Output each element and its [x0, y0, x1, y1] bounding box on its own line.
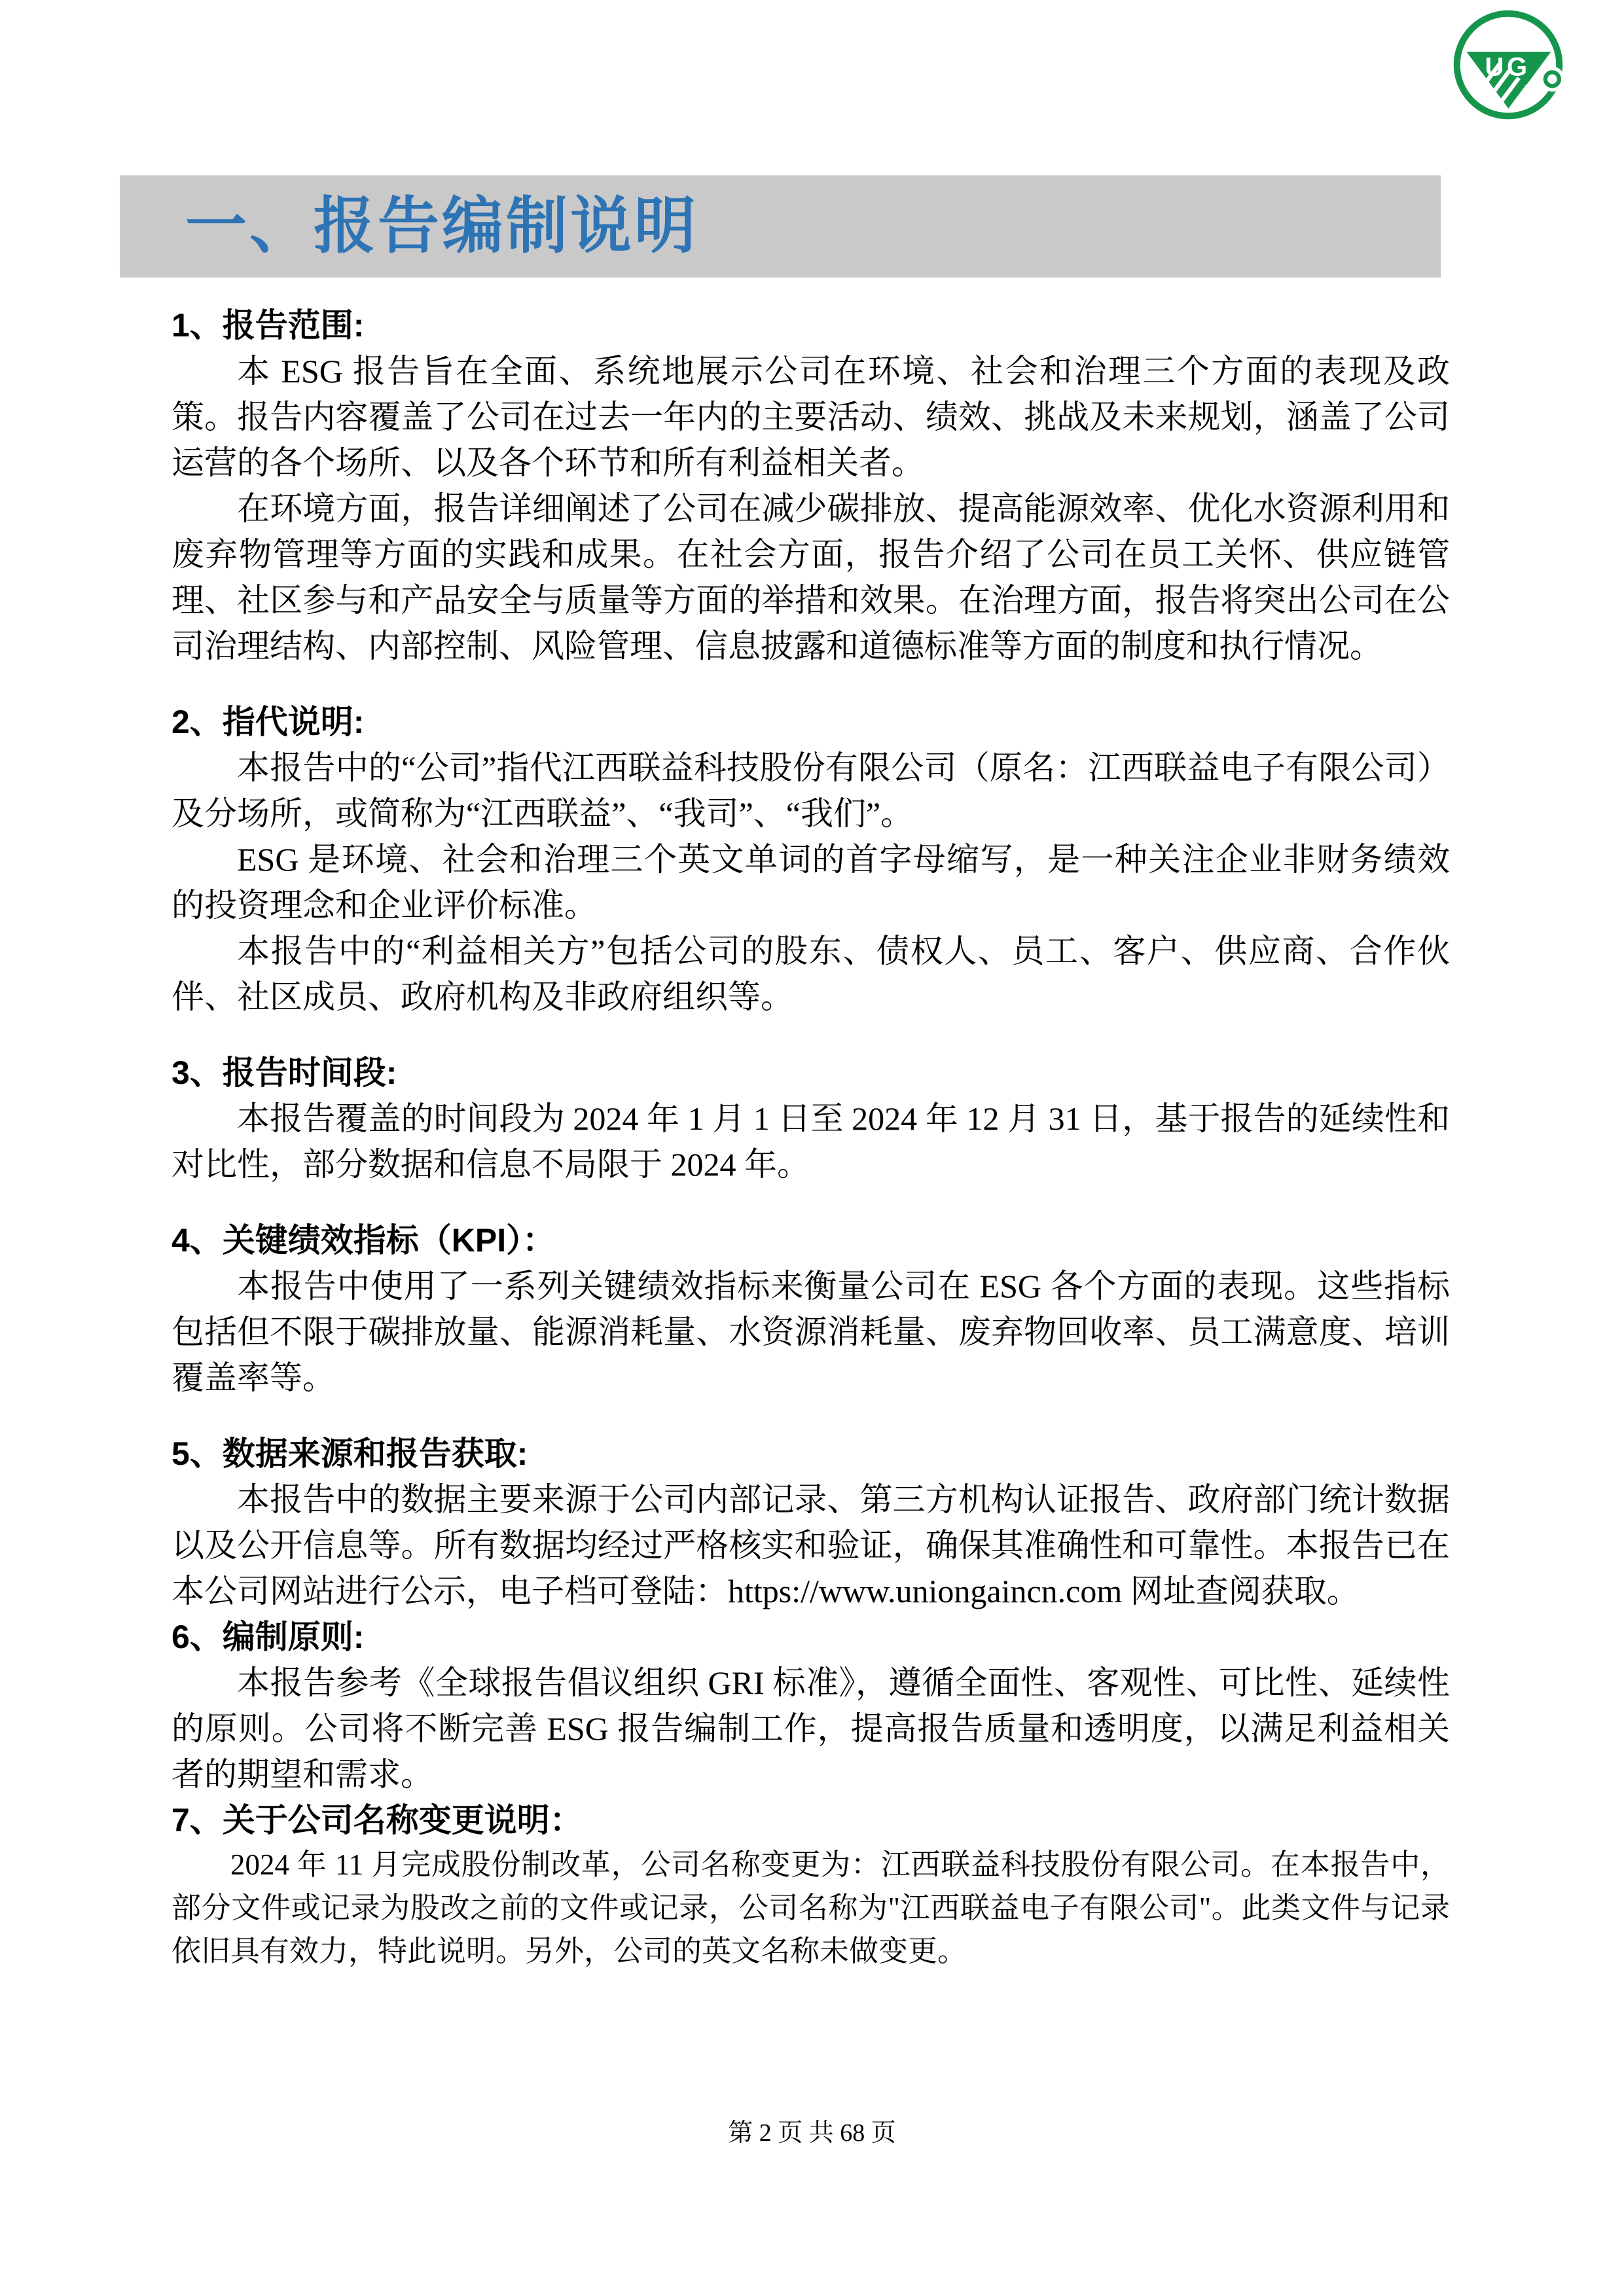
section-heading: 1、报告范围:	[171, 307, 365, 344]
section-paragraph: 在环境方面，报告详细阐述了公司在减少碳排放、提高能源效率、优化水资源利用和废弃物管理等方面的实践和成果。在社会方面，报告介绍了公司在员工关怀、供应链管理、社区参与和产品安全与质量等方面的举措和效果。在治理方面，报告将突出公司在公司治理结构、内部控制、风险管理、信息披露和道德标准等方面的制度和执行情况。	[171, 490, 1450, 664]
section-heading: 6、编制原则:	[171, 1619, 365, 1655]
page-title: 一、报告编制说明	[185, 192, 699, 260]
report-section-4	[171, 1217, 1450, 1401]
report-section-2	[171, 699, 1450, 1020]
page-number: 第 2 页 共 68 页	[728, 2119, 896, 2147]
report-section-7	[171, 1797, 1450, 1973]
section-heading: 4、关键绩效指标（KPI）：	[171, 1222, 556, 1259]
section-paragraph: 本报告中的“利益相关方”包括公司的股东、债权人、员工、客户、供应商、合作伙伴、社区成员、政府机构及非政府组织等。	[171, 933, 1450, 1015]
section-paragraph: 本报告覆盖的时间段为 2024 年 1 月 1 日至 2024 年 12 月 31 日，基于报告的延续性和对比性，部分数据和信息不局限于 2024 年。	[171, 1100, 1450, 1183]
report-url-link[interactable]: https://www.uniongaincn.com	[728, 1573, 1123, 1609]
section-heading: 2、指代说明:	[171, 704, 365, 740]
report-section-5	[171, 1431, 1450, 1614]
logo-text: UG	[1485, 52, 1530, 82]
section-title-bar	[120, 175, 1441, 278]
section-paragraph: 本报告中使用了一系列关键绩效指标来衡量公司在 ESG 各个方面的表现。这些指标包括但不限于碳排放量、能源消耗量、水资源消耗量、废弃物回收率、员工满意度、培训覆盖率等。	[171, 1268, 1450, 1396]
report-body	[171, 302, 1450, 1973]
section-paragraph: 本 ESG 报告旨在全面、系统地展示公司在环境、社会和治理三个方面的表现及政策。报告内容覆盖了公司在过去一年内的主要活动、绩效、挑战及未来规划，涵盖了公司运营的各个场所、以及各个环节和所有利益相关者。	[171, 353, 1450, 481]
company-logo-icon	[1449, 5, 1568, 124]
section-heading: 5、数据来源和报告获取:	[171, 1435, 528, 1472]
section-paragraph: 本报告参考《全球报告倡议组织 GRI 标准》，遵循全面性、客观性、可比性、延续性的原则。公司将不断完善 ESG 报告编制工作，提高报告质量和透明度，以满足利益相关者的期望和需求。	[171, 1664, 1450, 1793]
report-section-3	[171, 1050, 1450, 1187]
page-footer	[0, 2118, 1624, 2148]
section-paragraph: 2024 年 11 月完成股份制改革，公司名称变更为：江西联益科技股份有限公司。在本报告中，部分文件或记录为股改之前的文件或记录，公司名称为"江西联益电子有限公司"。此类文件与记录依旧具有效力，特此说明。另外，公司的英文名称未做变更。	[171, 1848, 1450, 1967]
section-paragraph	[171, 1477, 1450, 1614]
section-heading: 3、报告时间段:	[171, 1054, 397, 1091]
paragraph-text: 网址查阅获取。	[1122, 1573, 1360, 1609]
report-section-1	[171, 302, 1450, 669]
section-heading: 7、关于公司名称变更说明：	[171, 1802, 583, 1839]
report-section-6	[171, 1614, 1450, 1797]
section-paragraph: ESG 是环境、社会和治理三个英文单词的首字母缩写，是一种关注企业非财务绩效的投资理念和企业评价标准。	[171, 841, 1450, 924]
section-paragraph: 本报告中的“公司”指代江西联益科技股份有限公司（原名：江西联益电子有限公司）及分场所，或简称为“江西联益”、“我司”、“我们”。	[171, 749, 1450, 832]
paragraph-text: 本报告中的数据主要来源于公司内部记录、第三方机构认证报告、政府部门统计数据以及公开信息等。所有数据均经过严格核实和验证，确保其准确性和可靠性。本报告已在本公司网站进行公示，电子档可登陆：	[171, 1481, 1450, 1609]
